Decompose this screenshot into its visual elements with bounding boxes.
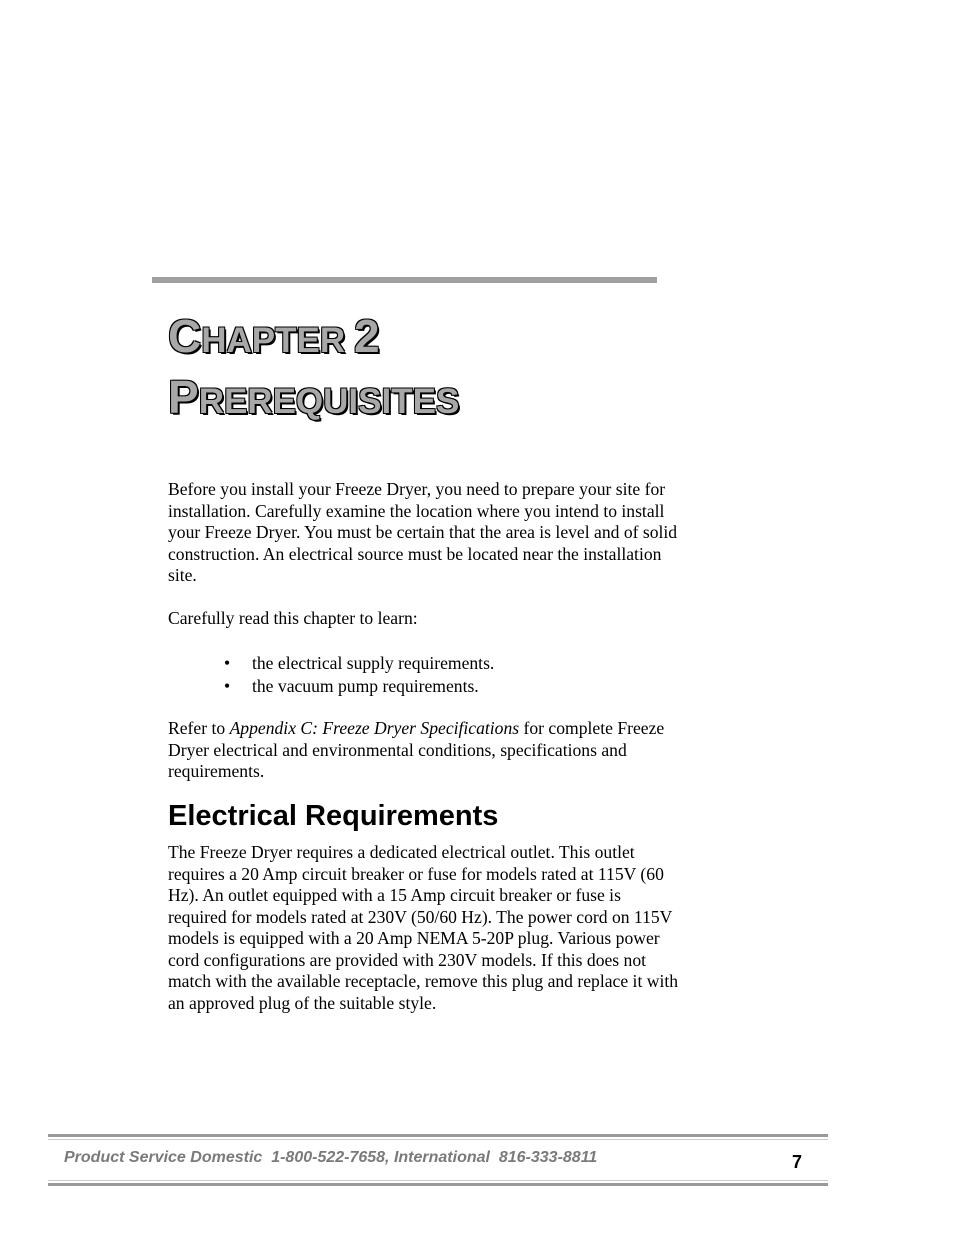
section-heading: Electrical Requirements — [168, 800, 499, 832]
read-prompt: Carefully read this chapter to learn: — [168, 608, 418, 628]
chapter-top-rule — [152, 277, 657, 283]
bullet-icon: • — [224, 676, 231, 696]
intro-paragraph: Before you install your Freeze Dryer, you need to prepare your site for installation. Carefully examine the location where you intend to install your Freeze Dryer. You must be certain that the area is level and of solid construction. An electrical source must be located near the installation site. — [168, 479, 678, 585]
page-number: 7 — [792, 1152, 803, 1172]
refer-paragraph: Refer to Appendix C: Freeze Dryer Specifications for complete Freeze Dryer electrical and environmental conditions, specifications and requirements. — [168, 718, 665, 781]
appendix-reference: Appendix C: Freeze Dryer Specifications — [229, 718, 520, 738]
list-item: • the electrical supply requirements. — [224, 653, 495, 673]
chapter-title — [168, 308, 728, 430]
footer-rule-top-thin — [48, 1139, 828, 1140]
footer-rule-bottom — [48, 1183, 828, 1186]
bullet-icon: • — [224, 653, 231, 673]
footer-contact: Product Service Domestic 1-800-522-7658, International 816-333-8811 — [64, 1149, 598, 1166]
learning-list — [224, 652, 494, 698]
chapter-name-line: PREREQUISITES — [168, 371, 460, 423]
chapter-number-line: CHAPTER 2 — [168, 310, 380, 362]
electrical-paragraph: The Freeze Dryer requires a dedicated electrical outlet. This outlet requires a 20 Amp circuit breaker or fuse for models rated at 115V (60 Hz). An outlet equipped with a 15 Amp circuit breaker or fuse is required for models rated at 230V (50/60 Hz). The power cord on 115V models is equipped with a 20 Amp NEMA 5-20P plug. Various power cord configurations are provided with 230V models. If this does not match with the available receptacle, remove this plug and replace it with an approved plug of the suitable style. — [168, 842, 679, 1013]
list-item: • the vacuum pump requirements. — [224, 676, 479, 696]
footer-rule-top — [48, 1134, 828, 1137]
footer-rule-bottom-thin — [48, 1180, 828, 1181]
